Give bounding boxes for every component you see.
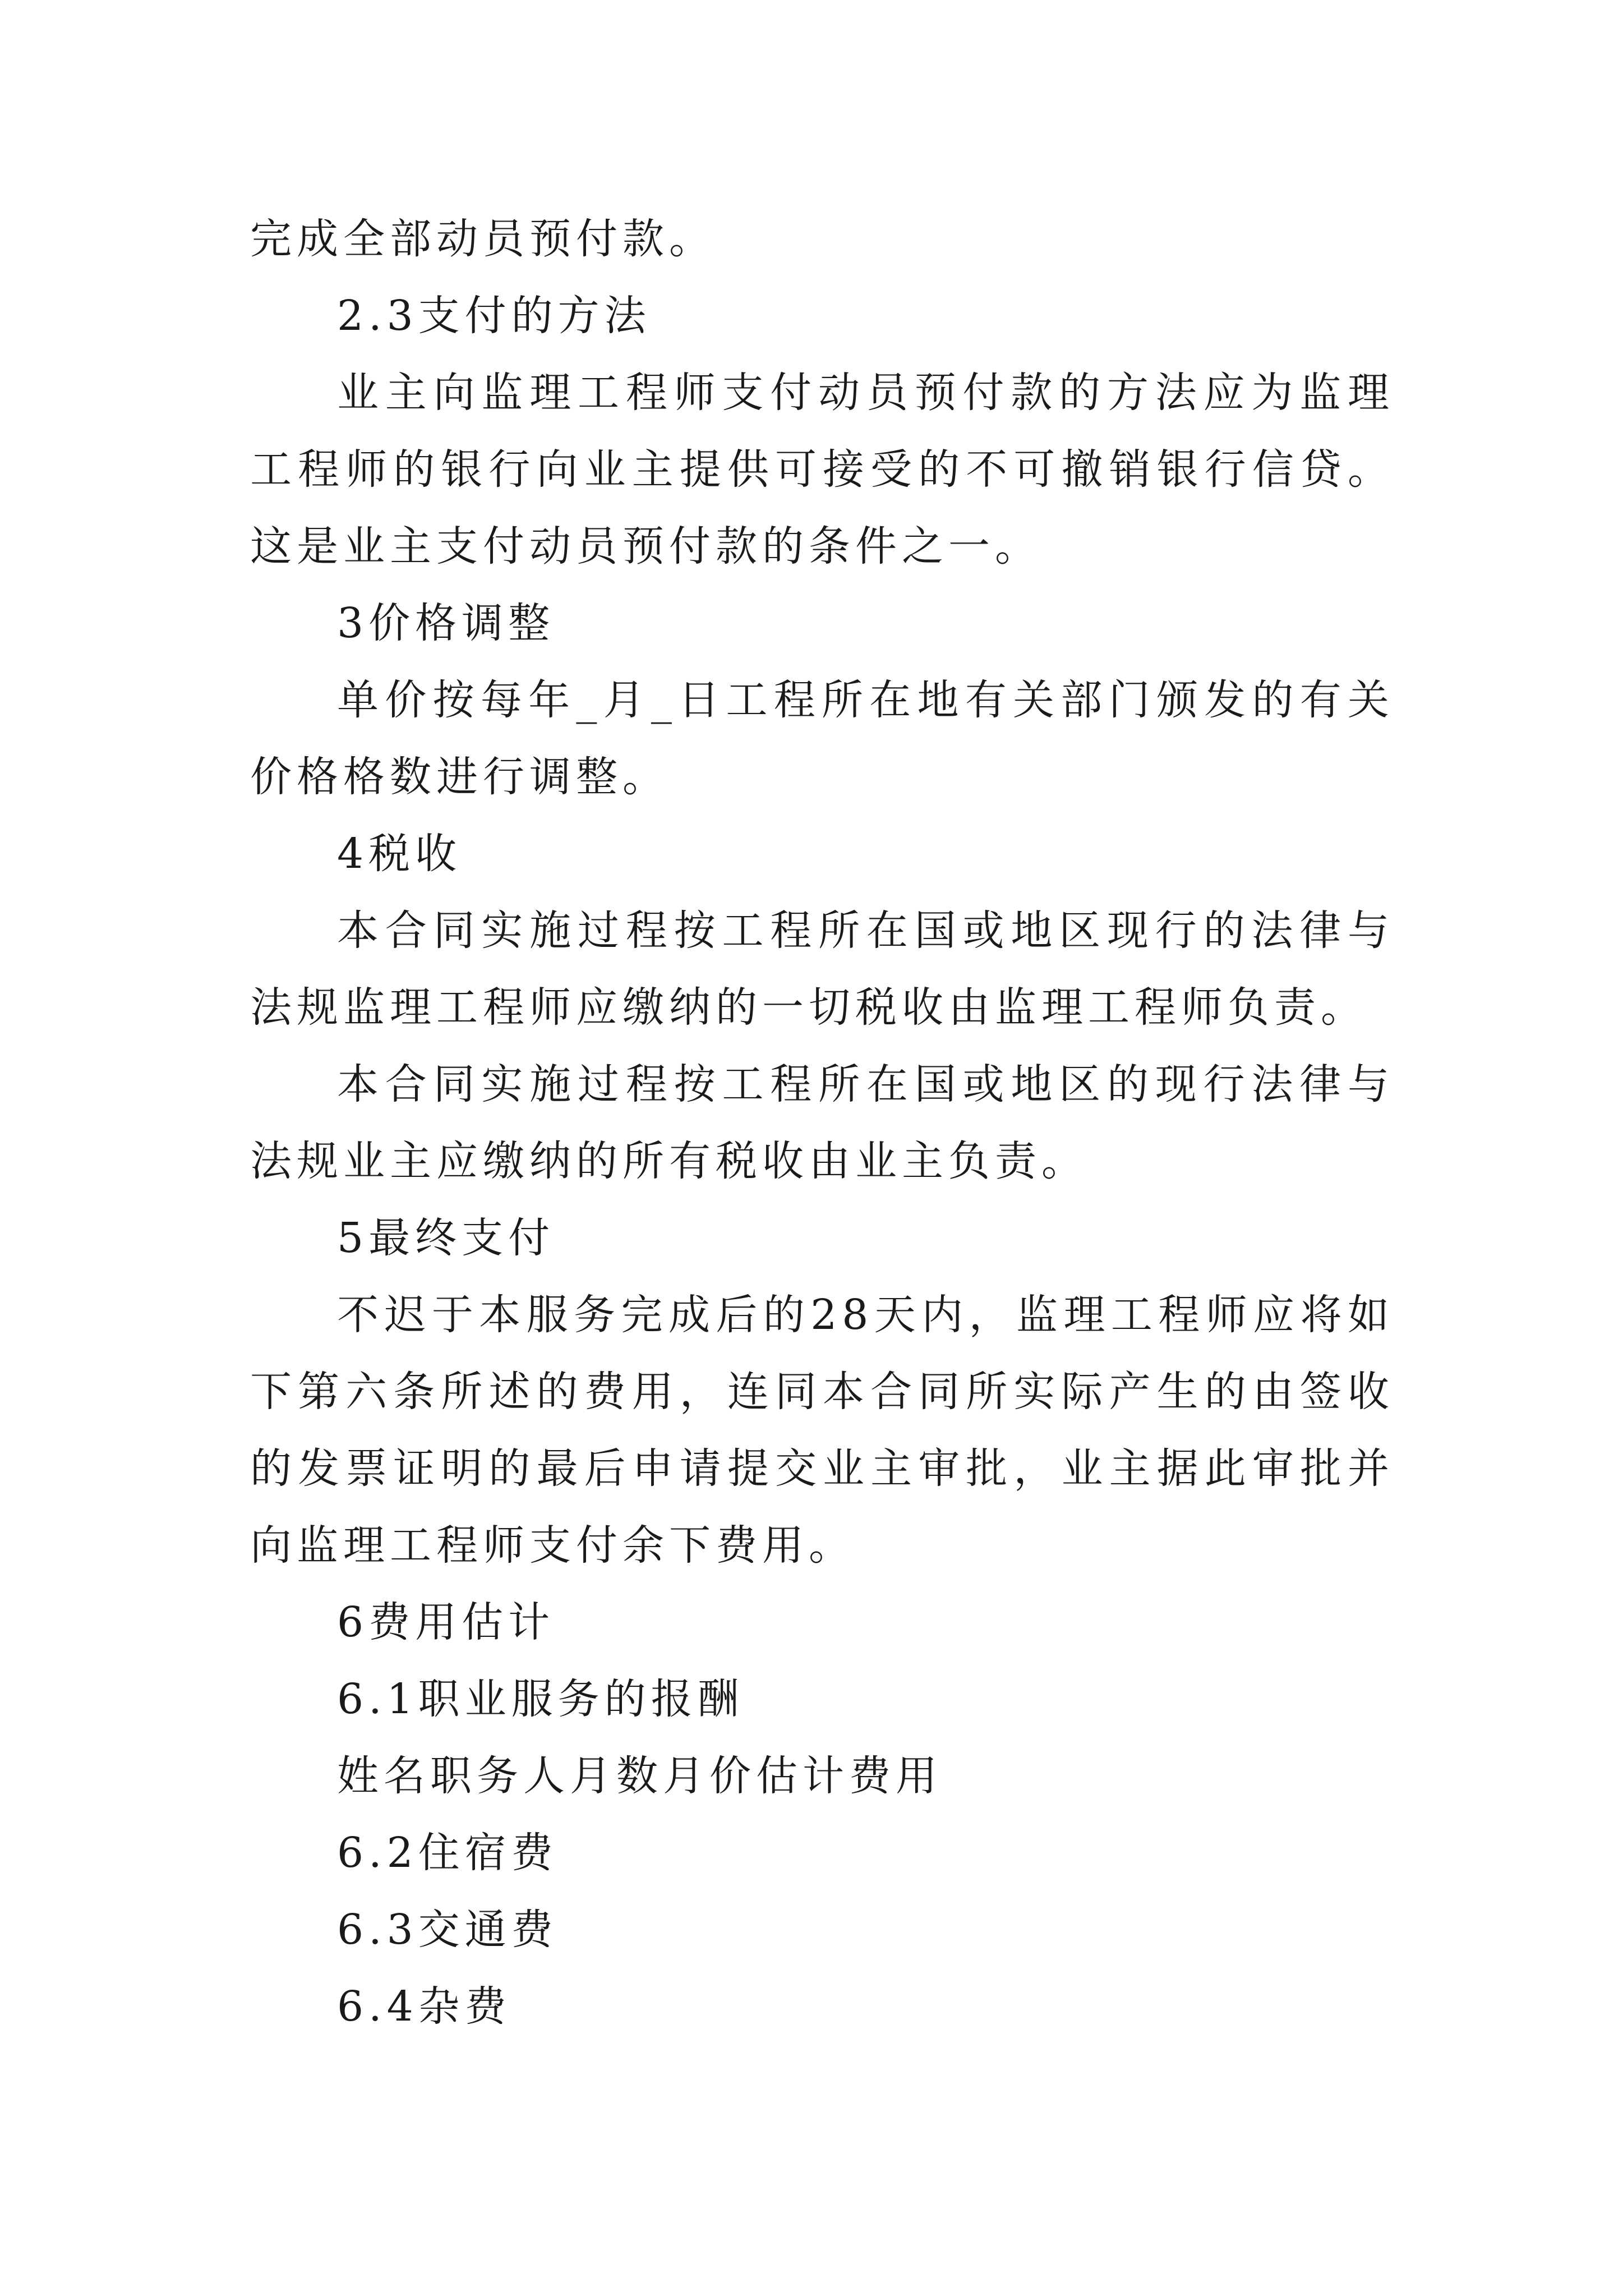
document-body: [250, 201, 1394, 2045]
heading-6-1-remuneration: 6.1职业服务的报酬: [337, 1675, 744, 1723]
heading-6-3-transport: 6.3交通费: [337, 1906, 558, 1954]
paragraph-payment-method: 业主向监理工程师支付动员预付款的方法应为监理工程师的银行向业主提供可接受的不可撤销银行信贷。这是业主支付动员预付款的条件之一。: [250, 369, 1394, 570]
paragraph-remuneration-columns: 姓名职务人月数月价估计费用: [337, 1752, 942, 1800]
heading-6-4-misc: 6.4杂费: [337, 1982, 511, 2031]
heading-5-final-payment: 5最终支付: [337, 1214, 555, 1262]
paragraph-continuation: 完成全部动员预付款。: [250, 215, 716, 263]
paragraph-tax-owner: 本合同实施过程按工程所在国或地区的现行法律与法规业主应缴纳的所有税收由业主负责。: [250, 1060, 1394, 1185]
heading-6-2-accommodation: 6.2住宿费: [337, 1829, 558, 1877]
paragraph-final-payment: 不迟于本服务完成后的28天内，监理工程师应将如下第六条所述的费用，连同本合同所实际产生的由签收的发票证明的最后申请提交业主审批，业主据此审批并向监理工程师支付余下费用。: [250, 1291, 1394, 1570]
paragraph-price-adjustment: 单价按每年_月_日工程所在地有关部门颁发的有关价格格数进行调整。: [250, 676, 1394, 801]
heading-6-cost-estimate: 6费用估计: [337, 1598, 555, 1646]
heading-4-tax: 4税收: [337, 830, 462, 878]
heading-2-3-payment-method: 2.3支付的方法: [337, 292, 651, 340]
heading-3-price-adjustment: 3价格调整: [337, 599, 555, 647]
paragraph-tax-engineer: 本合同实施过程按工程所在国或地区现行的法律与法规监理工程师应缴纳的一切税收由监理工程师负责。: [250, 907, 1394, 1032]
